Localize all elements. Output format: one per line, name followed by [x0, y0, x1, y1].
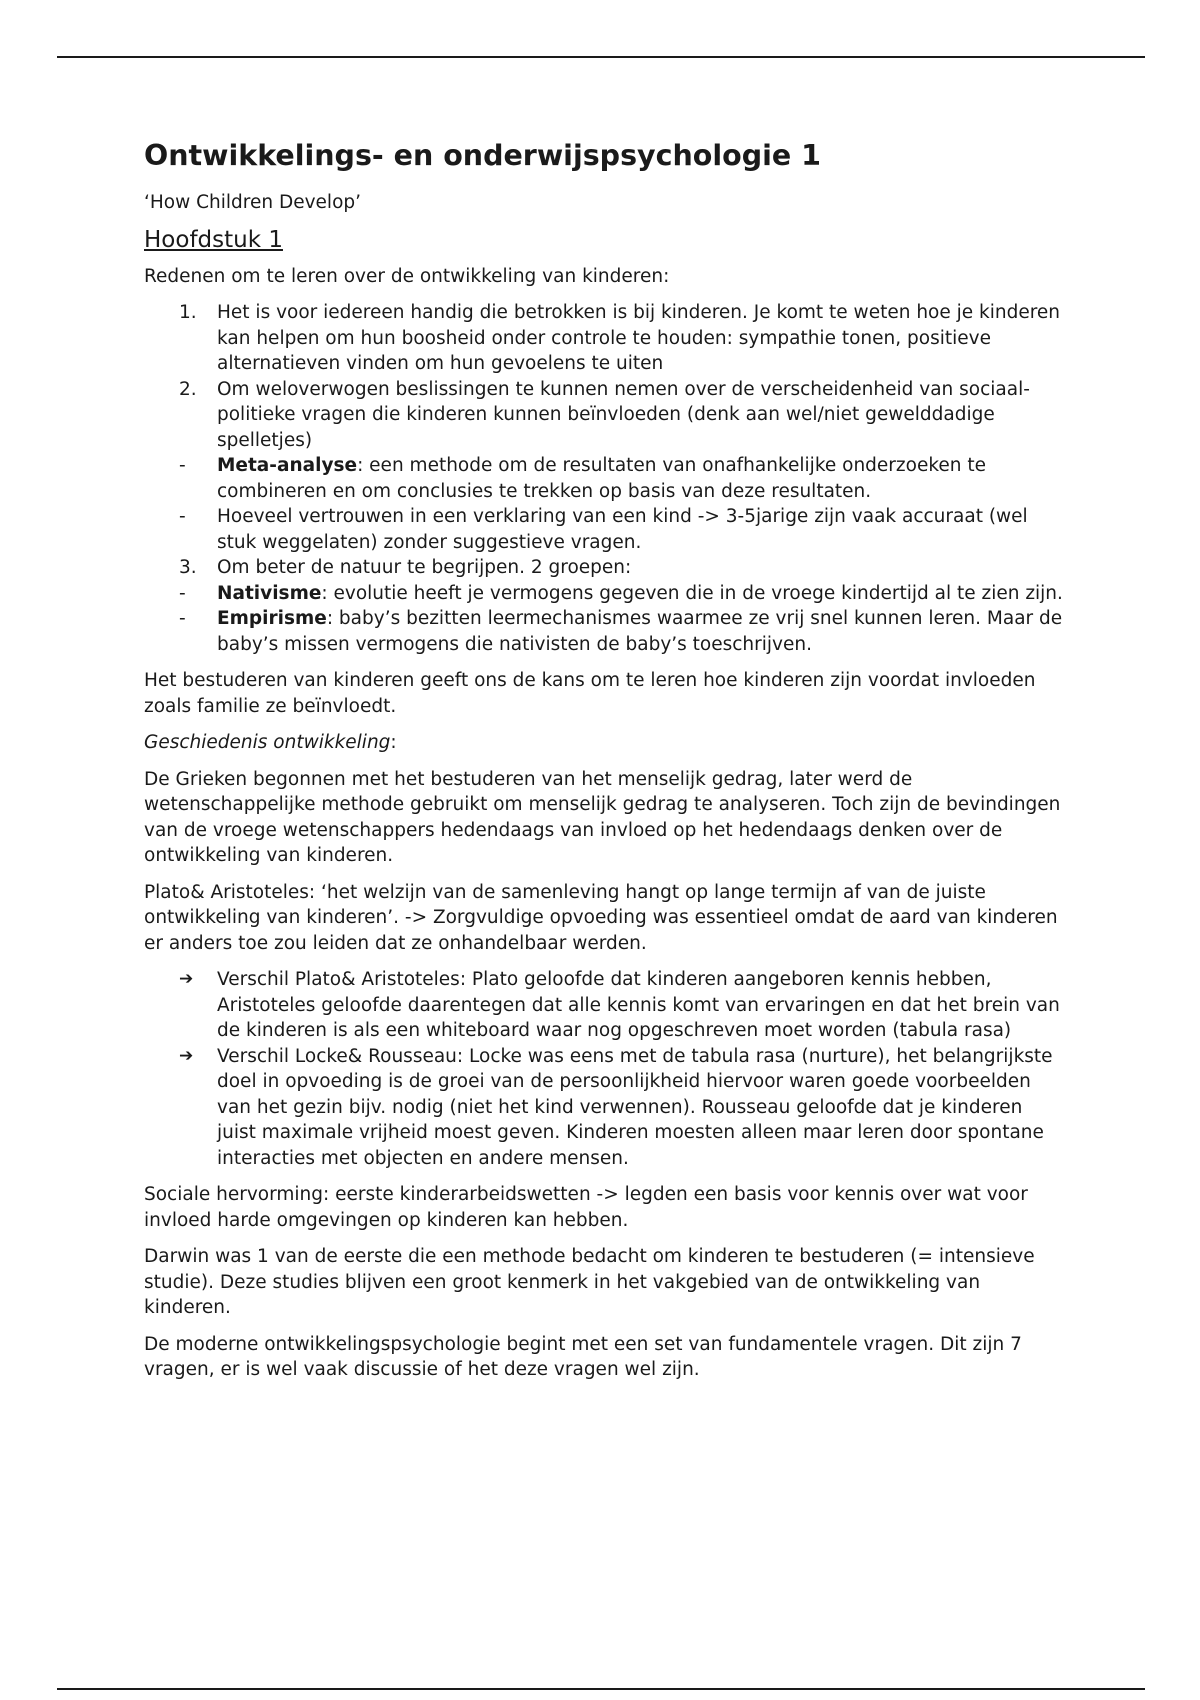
list-marker: -	[179, 582, 186, 604]
list-item-text: : een methode om de resultaten van onafhankelijke onderzoeken te combineren en om conclusies te trekken op basis van deze resultaten.	[217, 455, 986, 502]
history-heading	[144, 730, 1064, 756]
list-item-text: Hoeveel vertrouwen in een verklaring van een kind -> 3-5jarige zijn vaak accuraat (wel stuk weggelaten) zonder suggestieve vragen.	[217, 506, 1028, 553]
list-marker: 3.	[179, 557, 197, 578]
list-item-text: Verschil Plato& Aristoteles: Plato geloofde dat kinderen aangeboren kennis hebben, Aristoteles geloofde daarentegen dat alle kennis komt van ervaringen en dat het brein van de kinderen is als een whiteboard waar nog opgeschreven moet worden (tabula rasa)	[217, 969, 1060, 1041]
list-item	[144, 300, 1064, 377]
list-item	[144, 377, 1064, 454]
list-item	[144, 581, 1064, 607]
list-marker: 1.	[179, 302, 197, 323]
header-rule	[57, 56, 1145, 58]
paragraph-modern: De moderne ontwikkelingspsychologie begint met een set van fundamentele vragen. Dit zijn 7 vragen, er is wel vaak discussie of het deze vragen wel zijn.	[144, 1333, 1022, 1380]
list-item	[144, 555, 1064, 581]
list-item-text: : baby’s bezitten leermechanismes waarmee ze vrij snel kunnen leren. Maar de baby’s missen vermogens die nativisten de baby’s toeschrijven.	[217, 608, 1063, 655]
list-marker: -	[179, 608, 186, 629]
list-item	[144, 1044, 1064, 1172]
list-item	[144, 453, 1064, 504]
list-marker: -	[179, 506, 186, 527]
term-nativisme: Nativisme	[217, 582, 322, 604]
intro-paragraph: Redenen om te leren over de ontwikkeling van kinderen:	[144, 265, 670, 287]
list-marker: 2.	[179, 378, 197, 400]
list-item-text: Het is voor iedereen handig die betrokken is bij kinderen. Je komt te weten hoe je kinderen kan helpen om hun boosheid onder controle te houden: sympathie tonen, positieve alternatieven vinden om hun gevoelens te uiten	[217, 302, 1061, 374]
paragraph-study: Het bestuderen van kinderen geeft ons de kans om te leren hoe kinderen zijn voordat invloeden zoals familie ze beïnvloedt.	[144, 670, 1036, 717]
reasons-list	[144, 300, 1064, 657]
document-title: Ontwikkelings- en onderwijspsychologie 1	[144, 139, 821, 172]
document-body	[144, 138, 1064, 1394]
list-item-text: Om weloverwogen beslissingen te kunnen nemen over de verscheidenheid van sociaal-politieke vragen die kinderen kunnen beïnvloeden (denk aan wel/niet gewelddadige spelletjes)	[217, 378, 1030, 451]
list-item-text: : evolutie heeft je vermogens gegeven die in de vroege kindertijd al te zien zijn.	[321, 582, 1063, 604]
list-item	[144, 504, 1064, 555]
term-empirisme: Empirisme	[217, 608, 327, 629]
arrow-icon: ➔	[179, 1045, 194, 1066]
list-item	[144, 606, 1064, 657]
differences-list	[144, 967, 1064, 1171]
list-item-text: Verschil Locke& Rousseau: Locke was eens met de tabula rasa (nurture), het belangrijkste doel in opvoeding is de groei van de persoonlijkheid hiervoor waren goede voorbeelden van het gezin bijv. nodig (niet het kind verwennen). Rousseau geloofde dat je kinderen juist maximale vrijheid moest geven. Kinderen moesten alleen maar leren door spontane interacties met objecten en andere mensen.	[217, 1045, 1053, 1169]
list-item	[144, 967, 1064, 1044]
history-label: Geschiedenis ontwikkeling	[144, 732, 391, 753]
document-subtitle: ‘How Children Develop’	[144, 192, 362, 213]
paragraph-social: Sociale hervorming: eerste kinderarbeidswetten -> legden een basis voor kennis over wat voor invloed harde omgevingen op kinderen kan hebben.	[144, 1184, 1028, 1231]
paragraph-plato: Plato& Aristoteles: ‘het welzijn van de samenleving hangt op lange termijn af van de juiste ontwikkeling van kinderen’. -> Zorgvuldige opvoeding was essentieel omdat de aard van kinderen er anders toe zou leiden dat ze onhandelbaar werden.	[144, 881, 1058, 954]
chapter-heading: Hoofdstuk 1	[144, 226, 283, 253]
paragraph-greeks: De Grieken begonnen met het bestuderen van het menselijk gedrag, later werd de wetenschappelijke methode gebruikt om menselijk gedrag te analyseren. Toch zijn de bevindingen van de vroege wetenschappers hedendaags van invloed op het hedendaags denken over de ontwikkeling van kinderen.	[144, 768, 1061, 866]
footer-rule	[57, 1688, 1145, 1690]
list-item-text: Om beter de natuur te begrijpen. 2 groepen:	[217, 557, 632, 578]
history-colon: :	[390, 732, 397, 753]
list-marker: -	[179, 455, 186, 476]
term-meta-analyse: Meta-analyse	[217, 455, 358, 476]
paragraph-darwin: Darwin was 1 van de eerste die een methode bedacht om kinderen te bestuderen (= intensieve studie). Deze studies blijven een groot kenmerk in het vakgebied van de ontwikkeling van kinderen.	[144, 1246, 1035, 1318]
arrow-icon: ➔	[179, 969, 194, 989]
